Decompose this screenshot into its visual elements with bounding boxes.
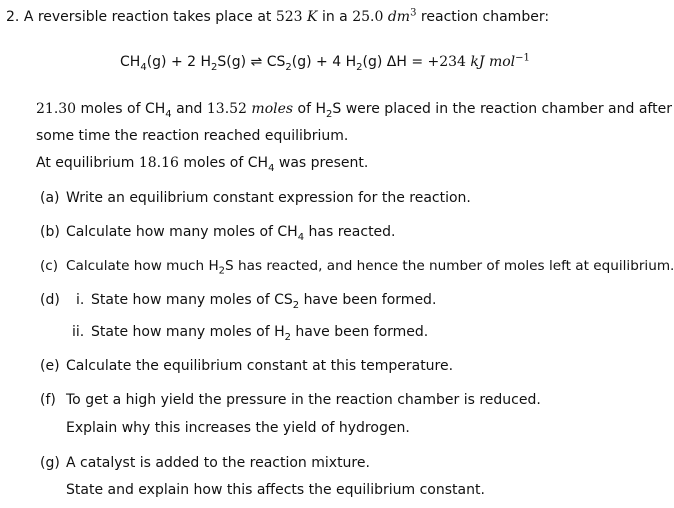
equilibrium-arrow: ⇌ <box>250 54 263 70</box>
part-f: (f) To get a high yield the pressure in the reaction chamber is reduced. <box>40 392 541 408</box>
part-g-line-2: State and explain how this affects the equilibrium constant. <box>66 482 485 498</box>
part-b: (b) Calculate how many moles of $CH_4$ has reacted. <box>40 224 396 243</box>
part-a: (a) Write an equilibrium constant expression for the reaction. <box>40 190 471 206</box>
part-d-ii: ii. State how many moles of $H_2$ have been formed. <box>72 324 429 343</box>
volume-value: 25.0 <box>352 9 384 25</box>
part-e: (e) Calculate the equilibrium constant at this temperature. <box>40 358 454 374</box>
part-g: (g) A catalyst is added to the reaction mixture. <box>40 455 370 471</box>
part-c: (c) Calculate how much $H_2S$ has reacted, and hence the number of moles left at equilibrium. <box>40 258 674 277</box>
paragraph-initial-moles: 21.30 moles of $CH_4$ and 13.52 moles of $H_2S$ were placed in the reaction chamber and after <box>36 101 672 120</box>
question-number: 2. <box>6 9 20 25</box>
temperature-value: 523 <box>275 9 303 25</box>
part-f-line-2: Explain why this increases the yield of hydrogen. <box>66 420 410 436</box>
question-intro: 2. A reversible reaction takes place at 523 K in a 25.0 $dm^3$ reaction chamber: <box>6 7 550 25</box>
part-d-i: (d) i. State how many moles of $CS_2$ have been formed. <box>40 292 437 311</box>
reaction-equation: $CH_4(g) + 2$ $H_2S(g)$ ⇌ $CS_2(g) + 4$ $H_2(g) \Delta H = +234$ kJ mol$^{-1}$ <box>120 52 530 73</box>
paragraph-line-2: some time the reaction reached equilibrium. <box>36 128 349 144</box>
paragraph-equilibrium: At equilibrium 18.16 moles of $CH_4$ was present. <box>36 155 369 174</box>
enthalpy-symbol: ΔH <box>386 54 407 70</box>
enthalpy-value: = +234 <box>411 54 466 70</box>
